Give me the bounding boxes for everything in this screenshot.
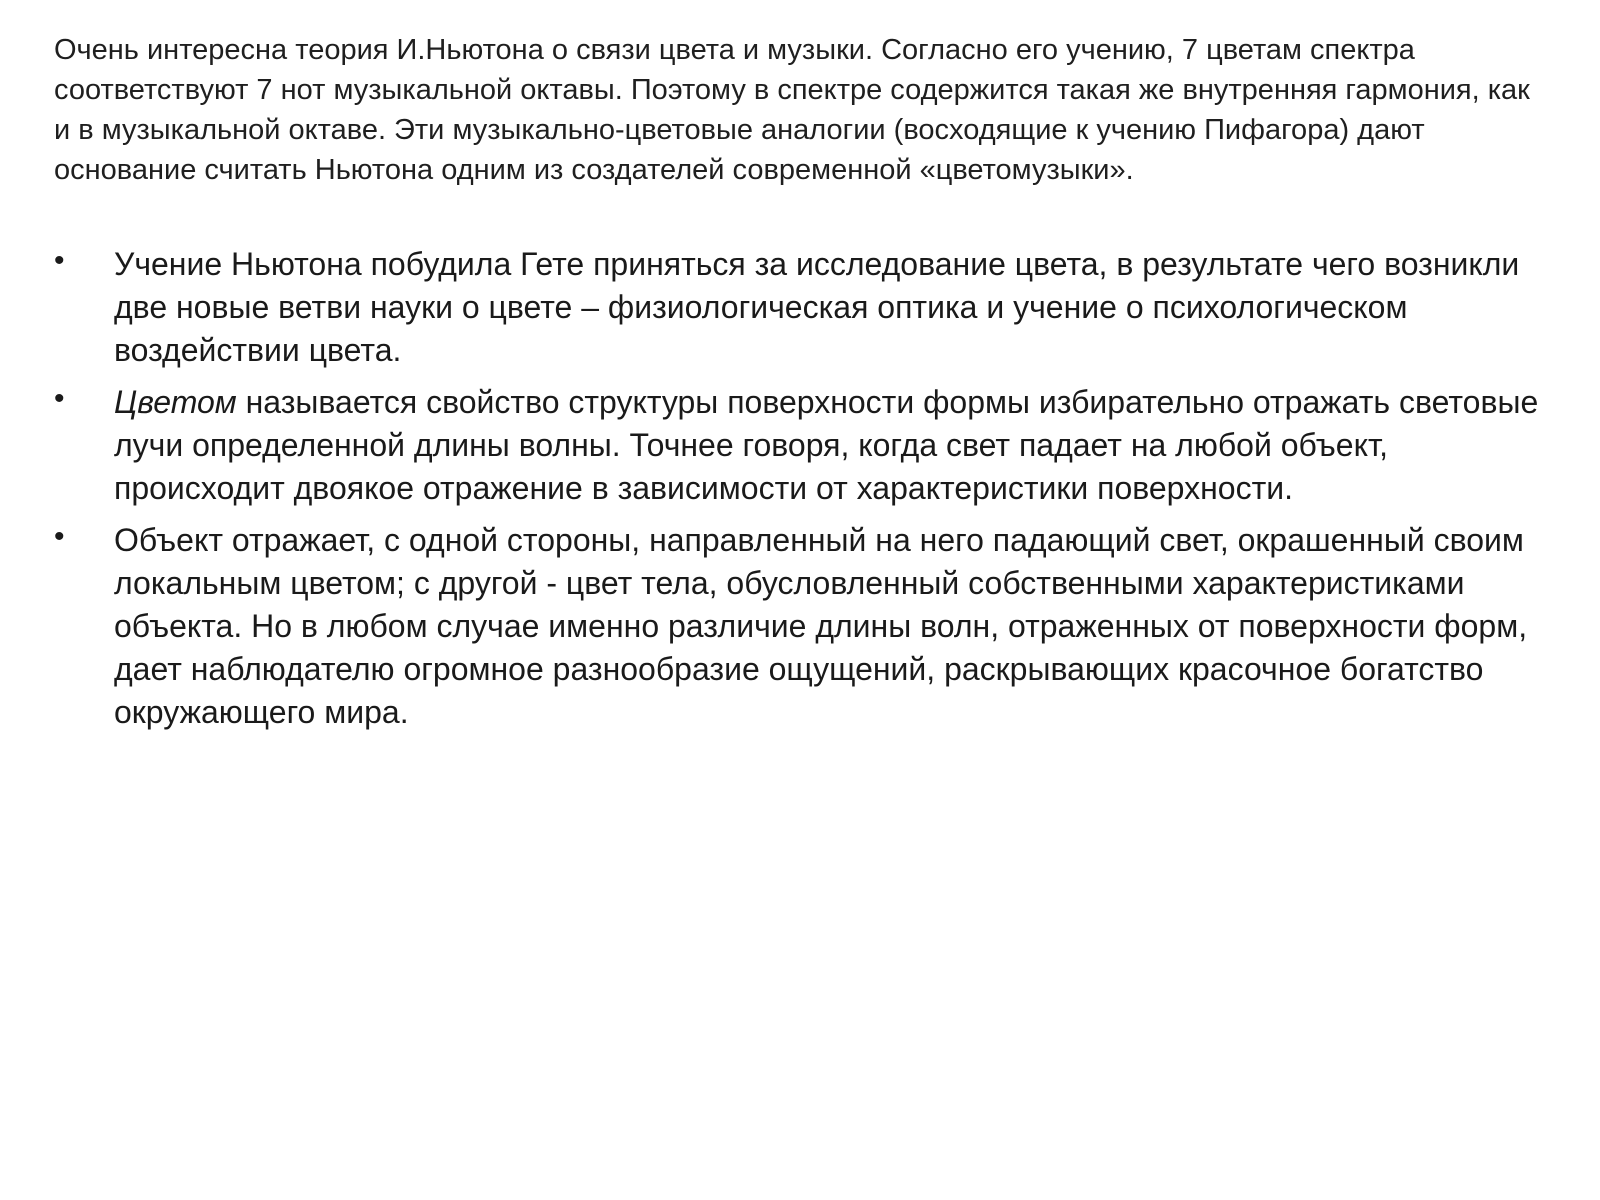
bullet-dot-icon: • — [54, 244, 65, 277]
bullet-item-color-definition — [54, 381, 1554, 510]
bullet-list — [54, 243, 1554, 743]
bullet-text: Объект отражает, с одной стороны, направленный на него падающий свет, окрашенный своим локальным цветом; с другой - цвет тела, обусловленный собственными характеристиками объекта. Но в любом случае именно различие длины волн, отраженных от поверхности форм, дает наблюдателю огромное разнообразие ощущений, раскрывающих красочное богатство окружающего мира. — [114, 522, 1528, 730]
bullet-text: Учение Ньютона побудила Гете приняться за исследование цвета, в результате чего возникли две новые ветви науки о цвете – физиологическая оптика и учение о психологическом воздействии цвета. — [114, 246, 1520, 368]
bullet-term: Цветом — [114, 384, 237, 420]
bullet-item-newton-goethe — [54, 243, 1554, 372]
intro-paragraph: Очень интересна теория И.Ньютона о связи цвета и музыки. Согласно его учению, 7 цветам спектра соответствуют 7 нот музыкальной октавы. Поэтому в спектре содержится такая же внутренняя гармония, как и в музыкальной октаве. Эти музыкально-цветовые аналогии (восходящие к учению Пифагора) дают основание считать Ньютона одним из создателей современной «цветомузыки». — [54, 34, 1530, 186]
bullet-item-object-reflection — [54, 519, 1554, 734]
bullet-text: называется свойство структуры поверхности формы избирательно отражать световые лучи определенной длины волны. Точнее говоря, когда свет падает на любой объект, происходит двоякое отражение в зависимости от характеристики поверхности. — [114, 384, 1539, 506]
bullet-dot-icon: • — [54, 382, 65, 415]
bullet-dot-icon: • — [54, 520, 65, 553]
